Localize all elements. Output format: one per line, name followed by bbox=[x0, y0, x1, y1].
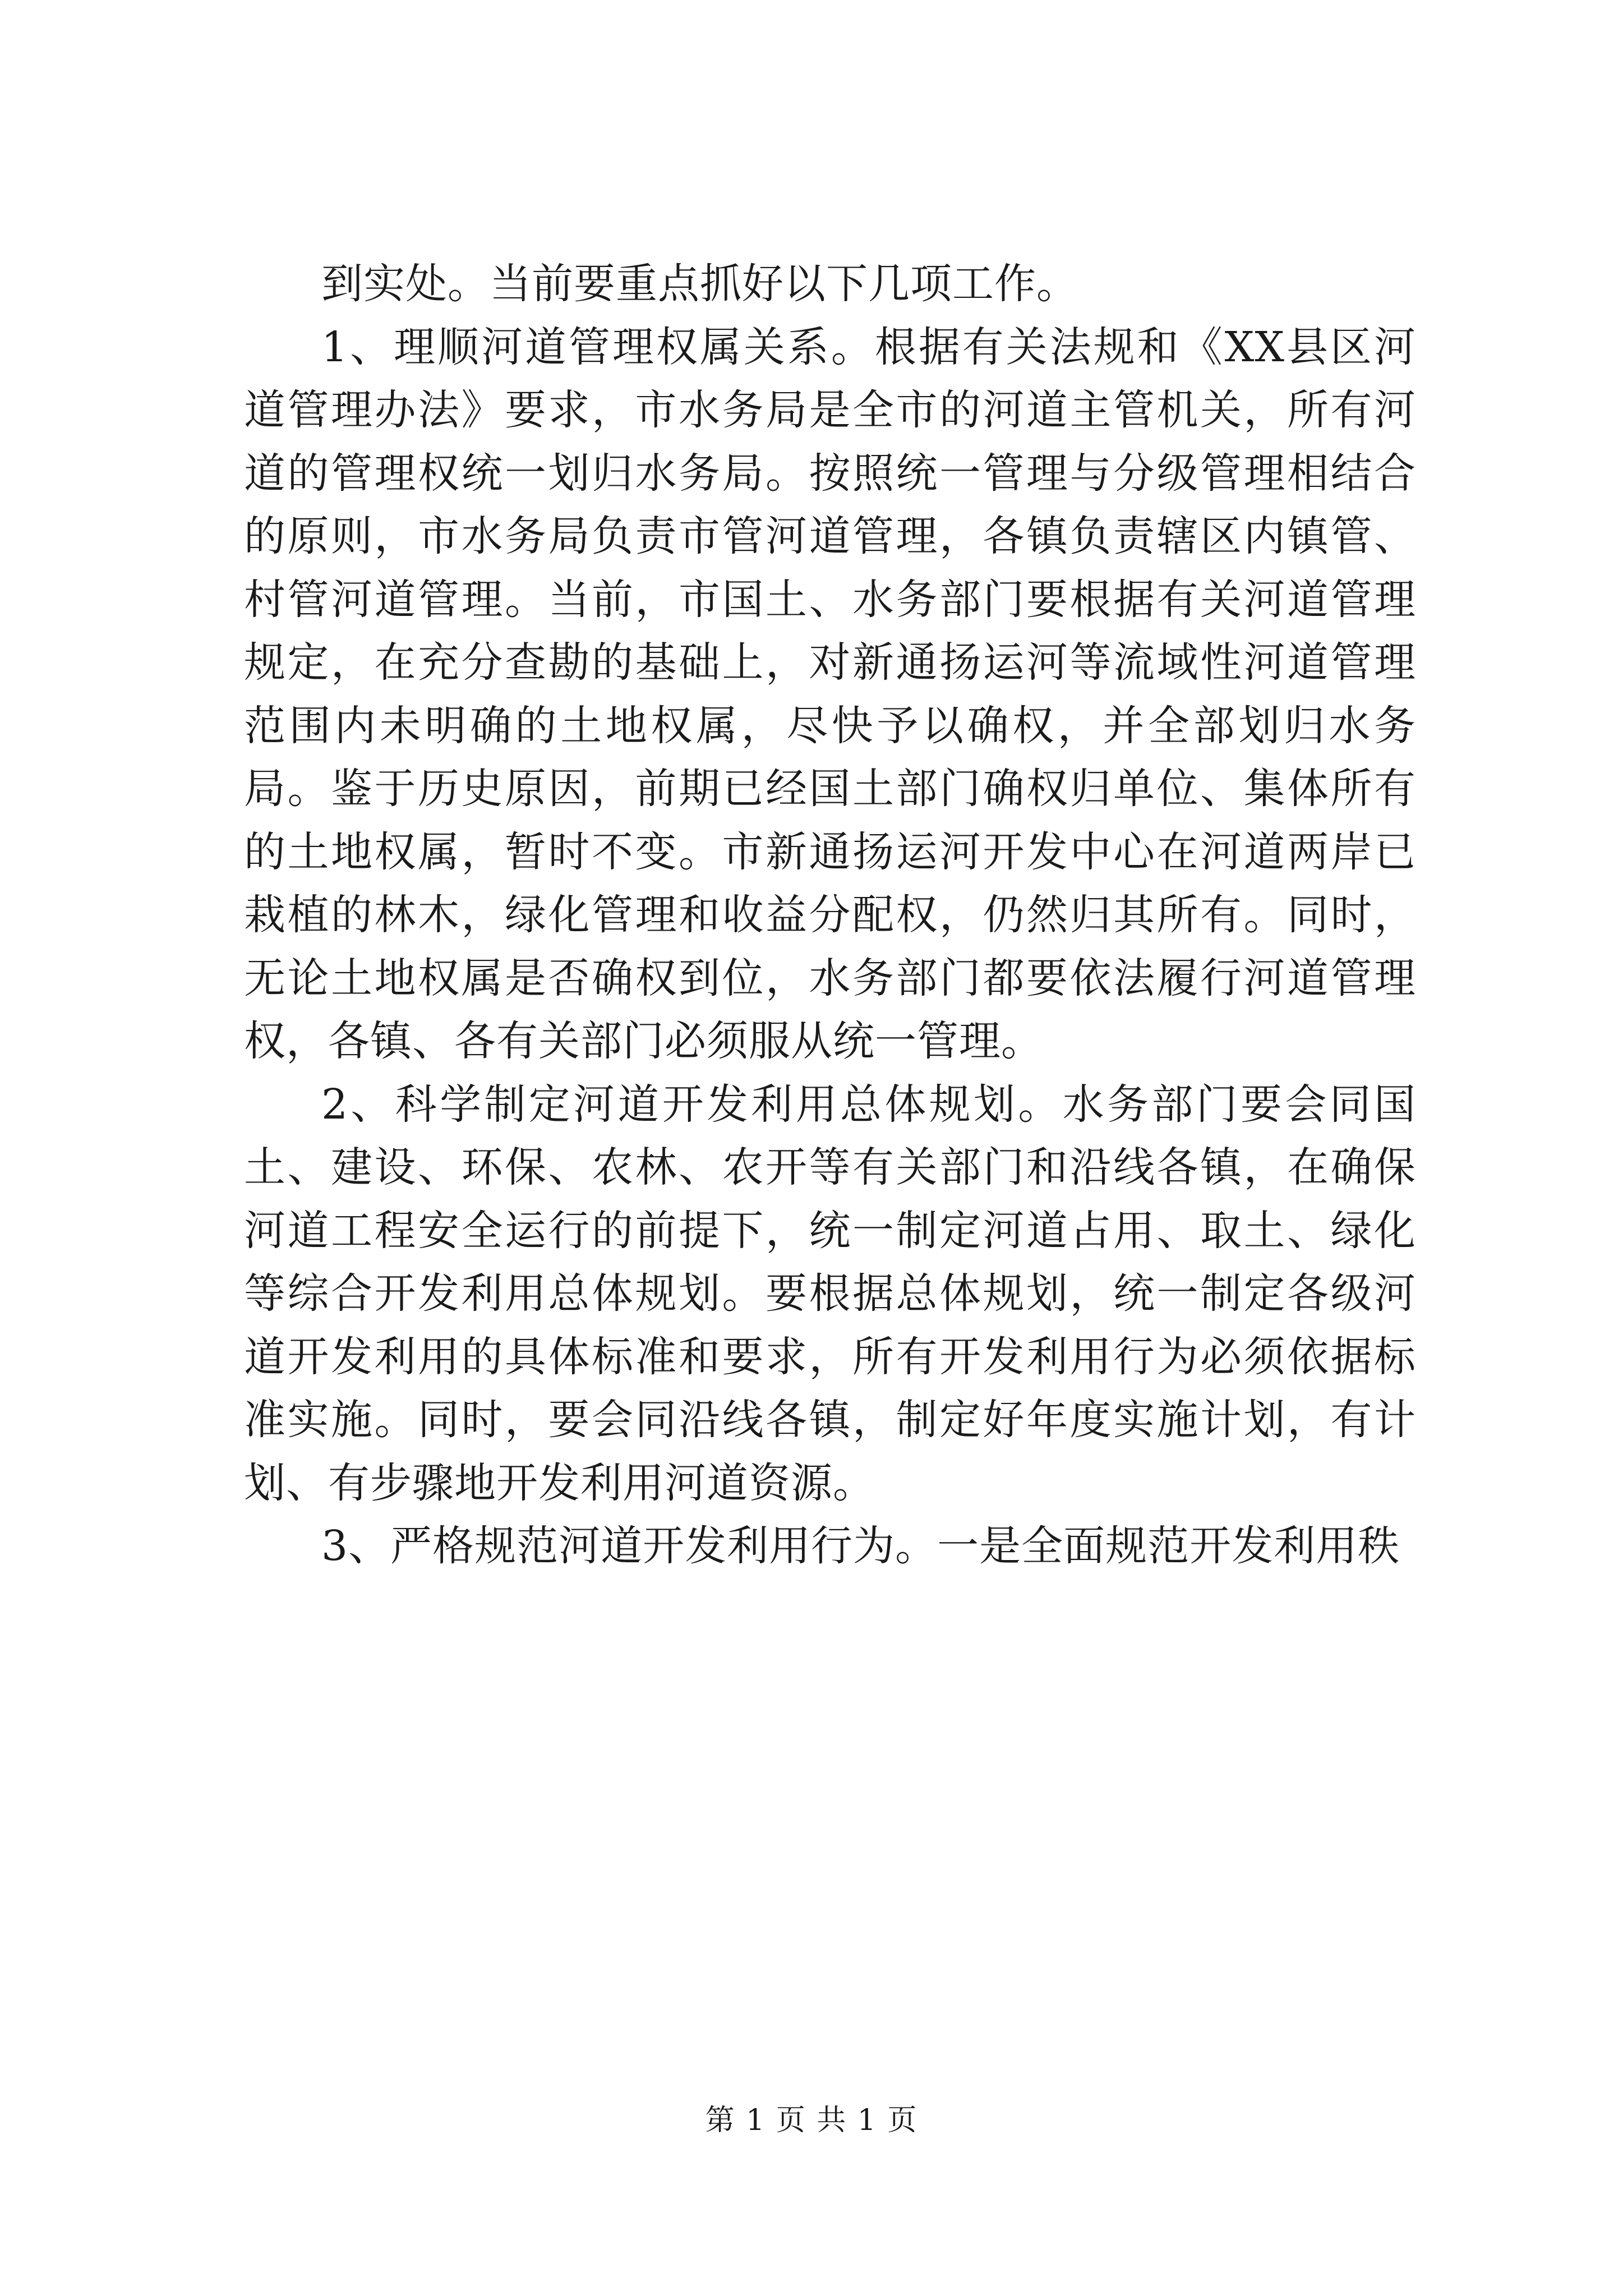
paragraph-item-2: 2、科学制定河道开发利用总体规划。水务部门要会同国土、建设、环保、农林、农开等有关部门和沿线各镇，在确保河道工程安全运行的前提下，统一制定河道占用、取土、绿化等综合开发利用总体规划。要根据总体规划，统一制定各级河道开发利用的具体标准和要求，所有开发利用行为必须依据标准实施。同时，要会同沿线各镇，制定好年度实施计划，有计划、有步骤地开发利用河道资源。 bbox=[244, 1080, 1416, 1507]
page-footer: 第 1 页 共 1 页 bbox=[705, 2104, 918, 2137]
paragraph-item-3: 3、严格规范河道开发利用行为。一是全面规范开发利用秩 bbox=[321, 1522, 1400, 1570]
document-body bbox=[244, 252, 1416, 1578]
paragraph-continuation: 到实处。当前要重点抓好以下几项工作。 bbox=[321, 260, 1078, 308]
paragraph-item-1: 1、理顺河道管理权属关系。根据有关法规和《XX县区河道管理办法》要求，市水务局是全市的河道主管机关，所有河道的管理权统一划归水务局。按照统一管理与分级管理相结合的原则，市水务局负责市管河道管理，各镇负责辖区内镇管、村管河道管理。当前，市国土、水务部门要根据有关河道管理规定，在充分查勘的基础上，对新通扬运河等流域性河道管理范围内未明确的土地权属，尽快予以确权，并全部划归水务局。鉴于历史原因，前期已经国土部门确权归单位、集体所有的土地权属，暂时不变。市新通扬运河开发中心在河道两岸已栽植的林木，绿化管理和收益分配权，仍然归其所有。同时，无论土地权属是否确权到位，水务部门都要依法履行河道管理权，各镇、各有关部门必须服从统一管理。 bbox=[244, 323, 1416, 1065]
